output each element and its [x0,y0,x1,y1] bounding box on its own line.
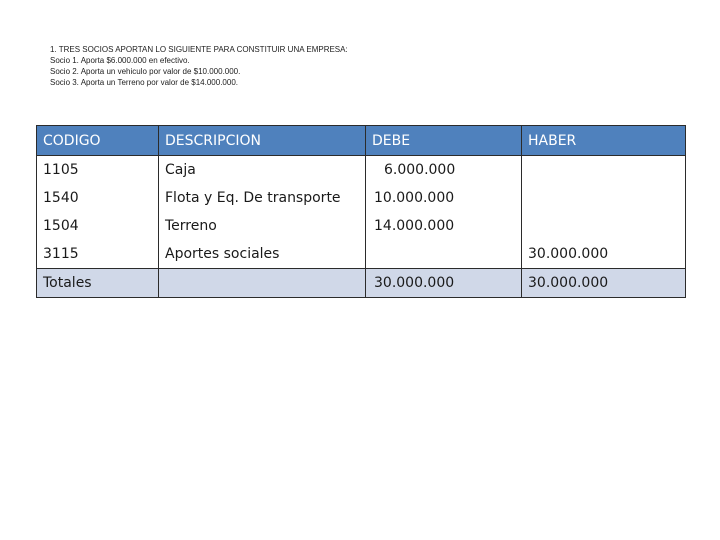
statement-partner-2: Socio 2. Aporta un vehiculo por valor de $10.000.000. [50,67,241,76]
journal-entry-table [36,125,686,298]
totals-descripcion-empty [159,269,366,298]
cell-haber [522,184,686,212]
statement-title: 1. TRES SOCIOS APORTAN LO SIGUIENTE PARA CONSTITUIR UNA EMPRESA: [50,45,348,54]
cell-codigo: 1105 [37,156,159,185]
cell-codigo: 1504 [37,212,159,240]
cell-haber: 30.000.000 [522,240,686,269]
header-haber: HABER [522,126,686,156]
cell-descripcion: Aportes sociales [159,240,366,269]
table-header-row [37,126,686,156]
statement-partner-1: Socio 1. Aporta $6.000.000 en efectivo. [50,56,190,65]
table-row [37,240,686,269]
totals-label: Totales [37,269,159,298]
table-row [37,184,686,212]
totals-debe: 30.000.000 [366,269,522,298]
cell-debe: 14.000.000 [366,212,522,240]
cell-debe [366,240,522,269]
table-row [37,156,686,185]
cell-codigo: 1540 [37,184,159,212]
cell-descripcion: Caja [159,156,366,185]
table-row [37,212,686,240]
cell-codigo: 3115 [37,240,159,269]
cell-descripcion: Flota y Eq. De transporte [159,184,366,212]
exercise-statement [50,44,348,88]
cell-debe: 10.000.000 [366,184,522,212]
statement-partner-3: Socio 3. Aporta un Terreno por valor de $14.000.000. [50,78,238,87]
header-debe: DEBE [366,126,522,156]
cell-haber [522,156,686,185]
cell-descripcion: Terreno [159,212,366,240]
totals-haber: 30.000.000 [522,269,686,298]
cell-haber [522,212,686,240]
totals-row [37,269,686,298]
header-descripcion: DESCRIPCION [159,126,366,156]
cell-debe: 6.000.000 [366,156,522,185]
header-codigo: CODIGO [37,126,159,156]
